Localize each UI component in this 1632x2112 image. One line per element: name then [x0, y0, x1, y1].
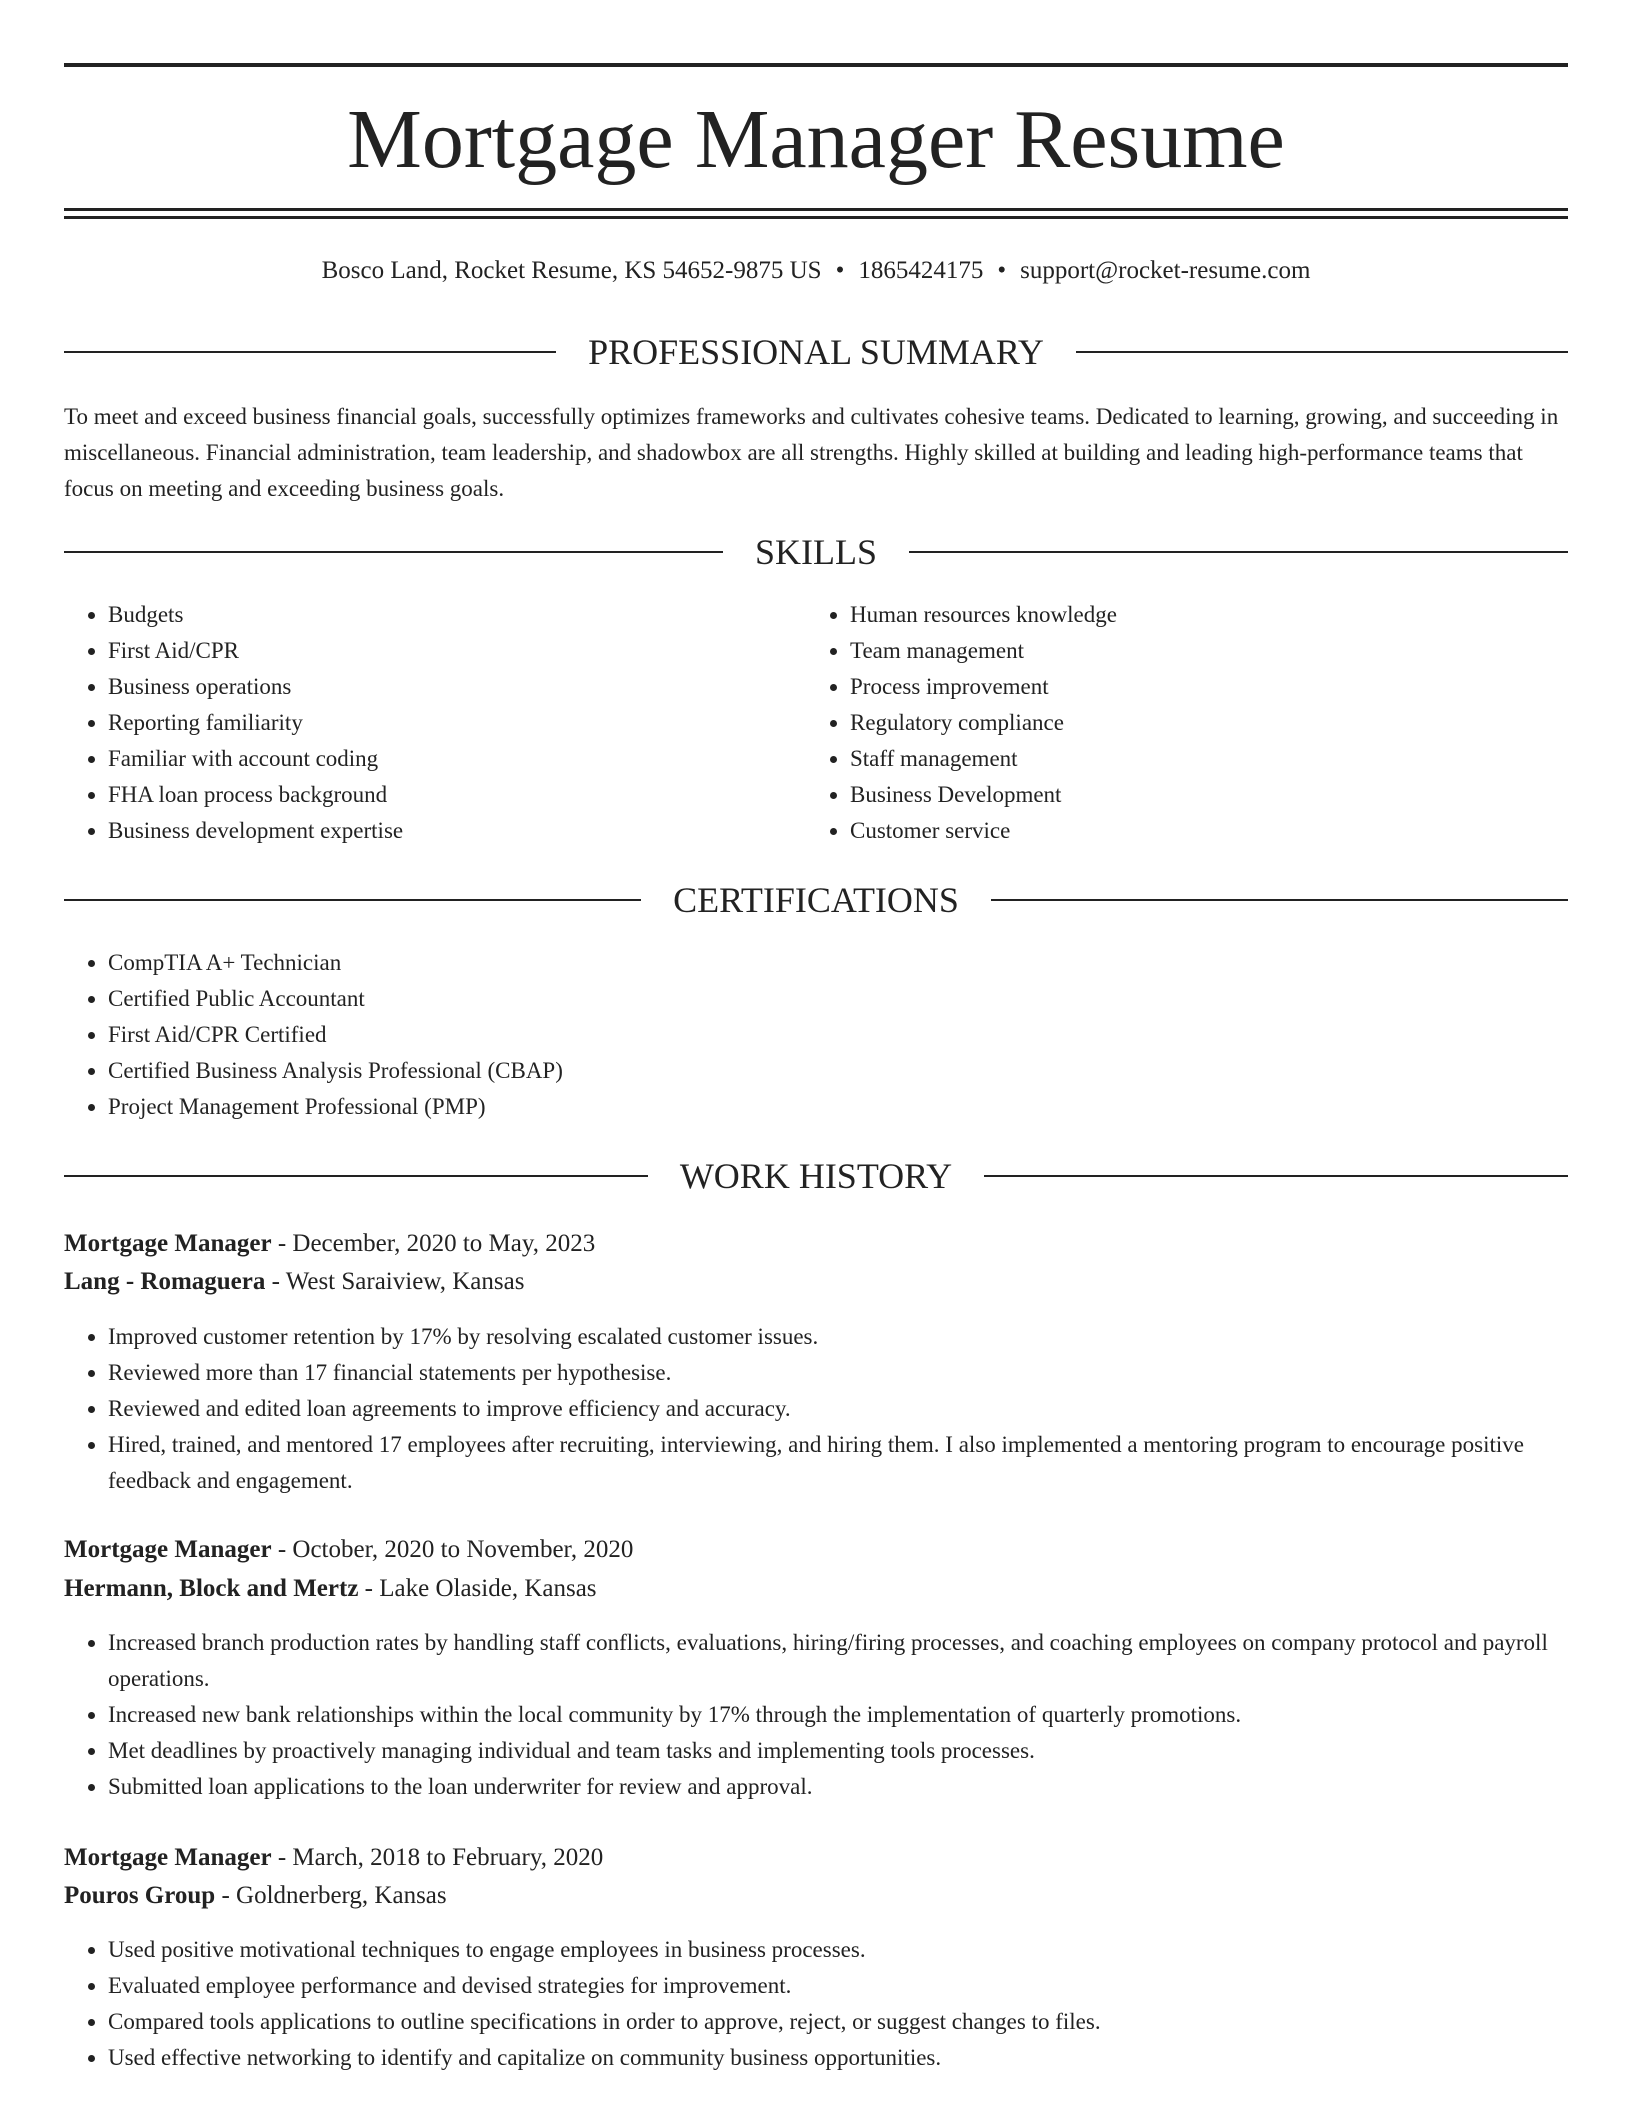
- heading-rule: [64, 1175, 648, 1177]
- skills-list-left: [64, 597, 808, 849]
- skills-list-right: [806, 597, 1550, 849]
- summary-text: To meet and exceed business financial goals, successfully optimizes frameworks and cultivates cohesive teams. Dedicated to learning, growing, and succeeding in miscellaneous. Financial administration, team leadership, and shadowbox are all strengths. Highly skilled at building and leading high-performance teams that focus on meeting and exceeding business goals.: [64, 404, 1559, 501]
- heading-rule: [64, 551, 723, 553]
- job-company-line: [64, 1263, 1568, 1301]
- job-bullet: • Reviewed and edited loan agreements to improve efficiency and accuracy.: [108, 1391, 1568, 1427]
- job-bullet: • Hired, trained, and mentored 17 employees after recruiting, interviewing, and hiring them. I also implemented a mentoring program to encourage positive feedback and engagement.: [108, 1427, 1568, 1499]
- contact-email: support@rocket-resume.com: [1020, 257, 1311, 284]
- job-bullet: • Increased new bank relationships within the local community by 17% through the implementation of quarterly promotions.: [108, 1697, 1568, 1733]
- work-title: WORK HISTORY: [679, 1156, 953, 1196]
- skill-item: • Reporting familiarity: [108, 705, 808, 741]
- job-company-line: [64, 1877, 1568, 1915]
- skill-item: • Business Development: [850, 777, 1550, 813]
- summary-heading: [64, 330, 1568, 374]
- job-title: Mortgage Manager: [64, 1844, 272, 1871]
- certification-item: • CompTIA A+ Technician: [108, 945, 1508, 981]
- job-company: Lang - Romaguera: [64, 1268, 266, 1295]
- skill-item: • First Aid/CPR: [108, 633, 808, 669]
- job-company: Hermann, Block and Mertz: [64, 1575, 359, 1602]
- job-title-line: [64, 1839, 1568, 1877]
- certification-item: • First Aid/CPR Certified: [108, 1017, 1508, 1053]
- skills-title: SKILLS: [755, 532, 878, 572]
- summary-title: PROFESSIONAL SUMMARY: [588, 332, 1044, 372]
- job-bullet: • Increased branch production rates by handling staff conflicts, evaluations, hiring/firing processes, and coaching employees on company protocol and payroll operations.: [108, 1625, 1568, 1697]
- skill-item: • Business operations: [108, 669, 808, 705]
- skill-item: • Customer service: [850, 813, 1550, 849]
- job-bullet: • Used effective networking to identify and capitalize on community business opportunities.: [108, 2040, 1568, 2076]
- contact-phone: 1865424175: [858, 257, 984, 284]
- skill-item: • FHA loan process background: [108, 777, 808, 813]
- certification-item: • Certified Public Accountant: [108, 981, 1508, 1017]
- contact-separator: •: [997, 257, 1007, 284]
- heading-rule: [984, 1175, 1568, 1177]
- skill-item: • Business development expertise: [108, 813, 808, 849]
- skill-item: • Process improvement: [850, 669, 1550, 705]
- job-title-line: [64, 1531, 1568, 1569]
- contact-line: [64, 253, 1568, 289]
- job-location: - Lake Olaside, Kansas: [358, 1575, 597, 1602]
- skill-item: • Budgets: [108, 597, 808, 633]
- job-bullet: • Evaluated employee performance and devised strategies for improvement.: [108, 1968, 1568, 2004]
- heading-rule: [909, 551, 1568, 553]
- certification-item: • Project Management Professional (PMP): [108, 1089, 1508, 1125]
- skill-item: • Familiar with account coding: [108, 741, 808, 777]
- job-title: Mortgage Manager: [64, 1536, 272, 1563]
- job-bullets: [64, 1625, 1568, 1805]
- job-company: Pouros Group: [64, 1882, 216, 1909]
- job-bullet: • Used positive motivational techniques to engage employees in business processes.: [108, 1932, 1568, 1968]
- job-bullet: • Improved customer retention by 17% by resolving escalated customer issues.: [108, 1319, 1568, 1355]
- job-location: - Goldnerberg, Kansas: [215, 1882, 447, 1909]
- title-rule-lower: [64, 216, 1568, 219]
- heading-rule: [64, 351, 556, 353]
- job-title: Mortgage Manager: [64, 1230, 272, 1257]
- job-dates: - October, 2020 to November, 2020: [271, 1536, 634, 1563]
- skill-item: • Human resources knowledge: [850, 597, 1550, 633]
- job-bullet: • Compared tools applications to outline specifications in order to approve, reject, or suggest changes to files.: [108, 2004, 1568, 2040]
- top-rule: [64, 63, 1568, 67]
- contact-address: Bosco Land, Rocket Resume, KS 54652-9875 US: [321, 257, 822, 284]
- certifications-heading: [64, 878, 1568, 922]
- page-title: Mortgage Manager Resume: [347, 93, 1285, 186]
- heading-rule: [64, 899, 641, 901]
- job-location: - West Saraiview, Kansas: [265, 1268, 525, 1295]
- contact-separator: •: [835, 257, 845, 284]
- job-company-line: [64, 1570, 1568, 1608]
- certifications-title: CERTIFICATIONS: [673, 880, 959, 920]
- skill-item: • Team management: [850, 633, 1550, 669]
- job-bullets: [64, 1932, 1568, 2076]
- job-bullets: [64, 1319, 1568, 1499]
- skill-item: • Staff management: [850, 741, 1550, 777]
- heading-rule: [991, 899, 1568, 901]
- heading-rule: [1076, 351, 1568, 353]
- job-bullet: • Reviewed more than 17 financial statements per hypothesise.: [108, 1355, 1568, 1391]
- work-heading: [64, 1154, 1568, 1198]
- skill-item: • Regulatory compliance: [850, 705, 1550, 741]
- job-bullet: • Met deadlines by proactively managing individual and team tasks and implementing tools processes.: [108, 1733, 1568, 1769]
- job-bullet: • Submitted loan applications to the loan underwriter for review and approval.: [108, 1769, 1568, 1805]
- job-title-line: [64, 1225, 1568, 1263]
- skills-heading: [64, 530, 1568, 574]
- job-dates: - March, 2018 to February, 2020: [271, 1844, 604, 1871]
- certifications-list: [64, 945, 1508, 1125]
- certification-item: • Certified Business Analysis Professional (CBAP): [108, 1053, 1508, 1089]
- title-rule-upper: [64, 208, 1568, 211]
- job-dates: - December, 2020 to May, 2023: [271, 1230, 596, 1257]
